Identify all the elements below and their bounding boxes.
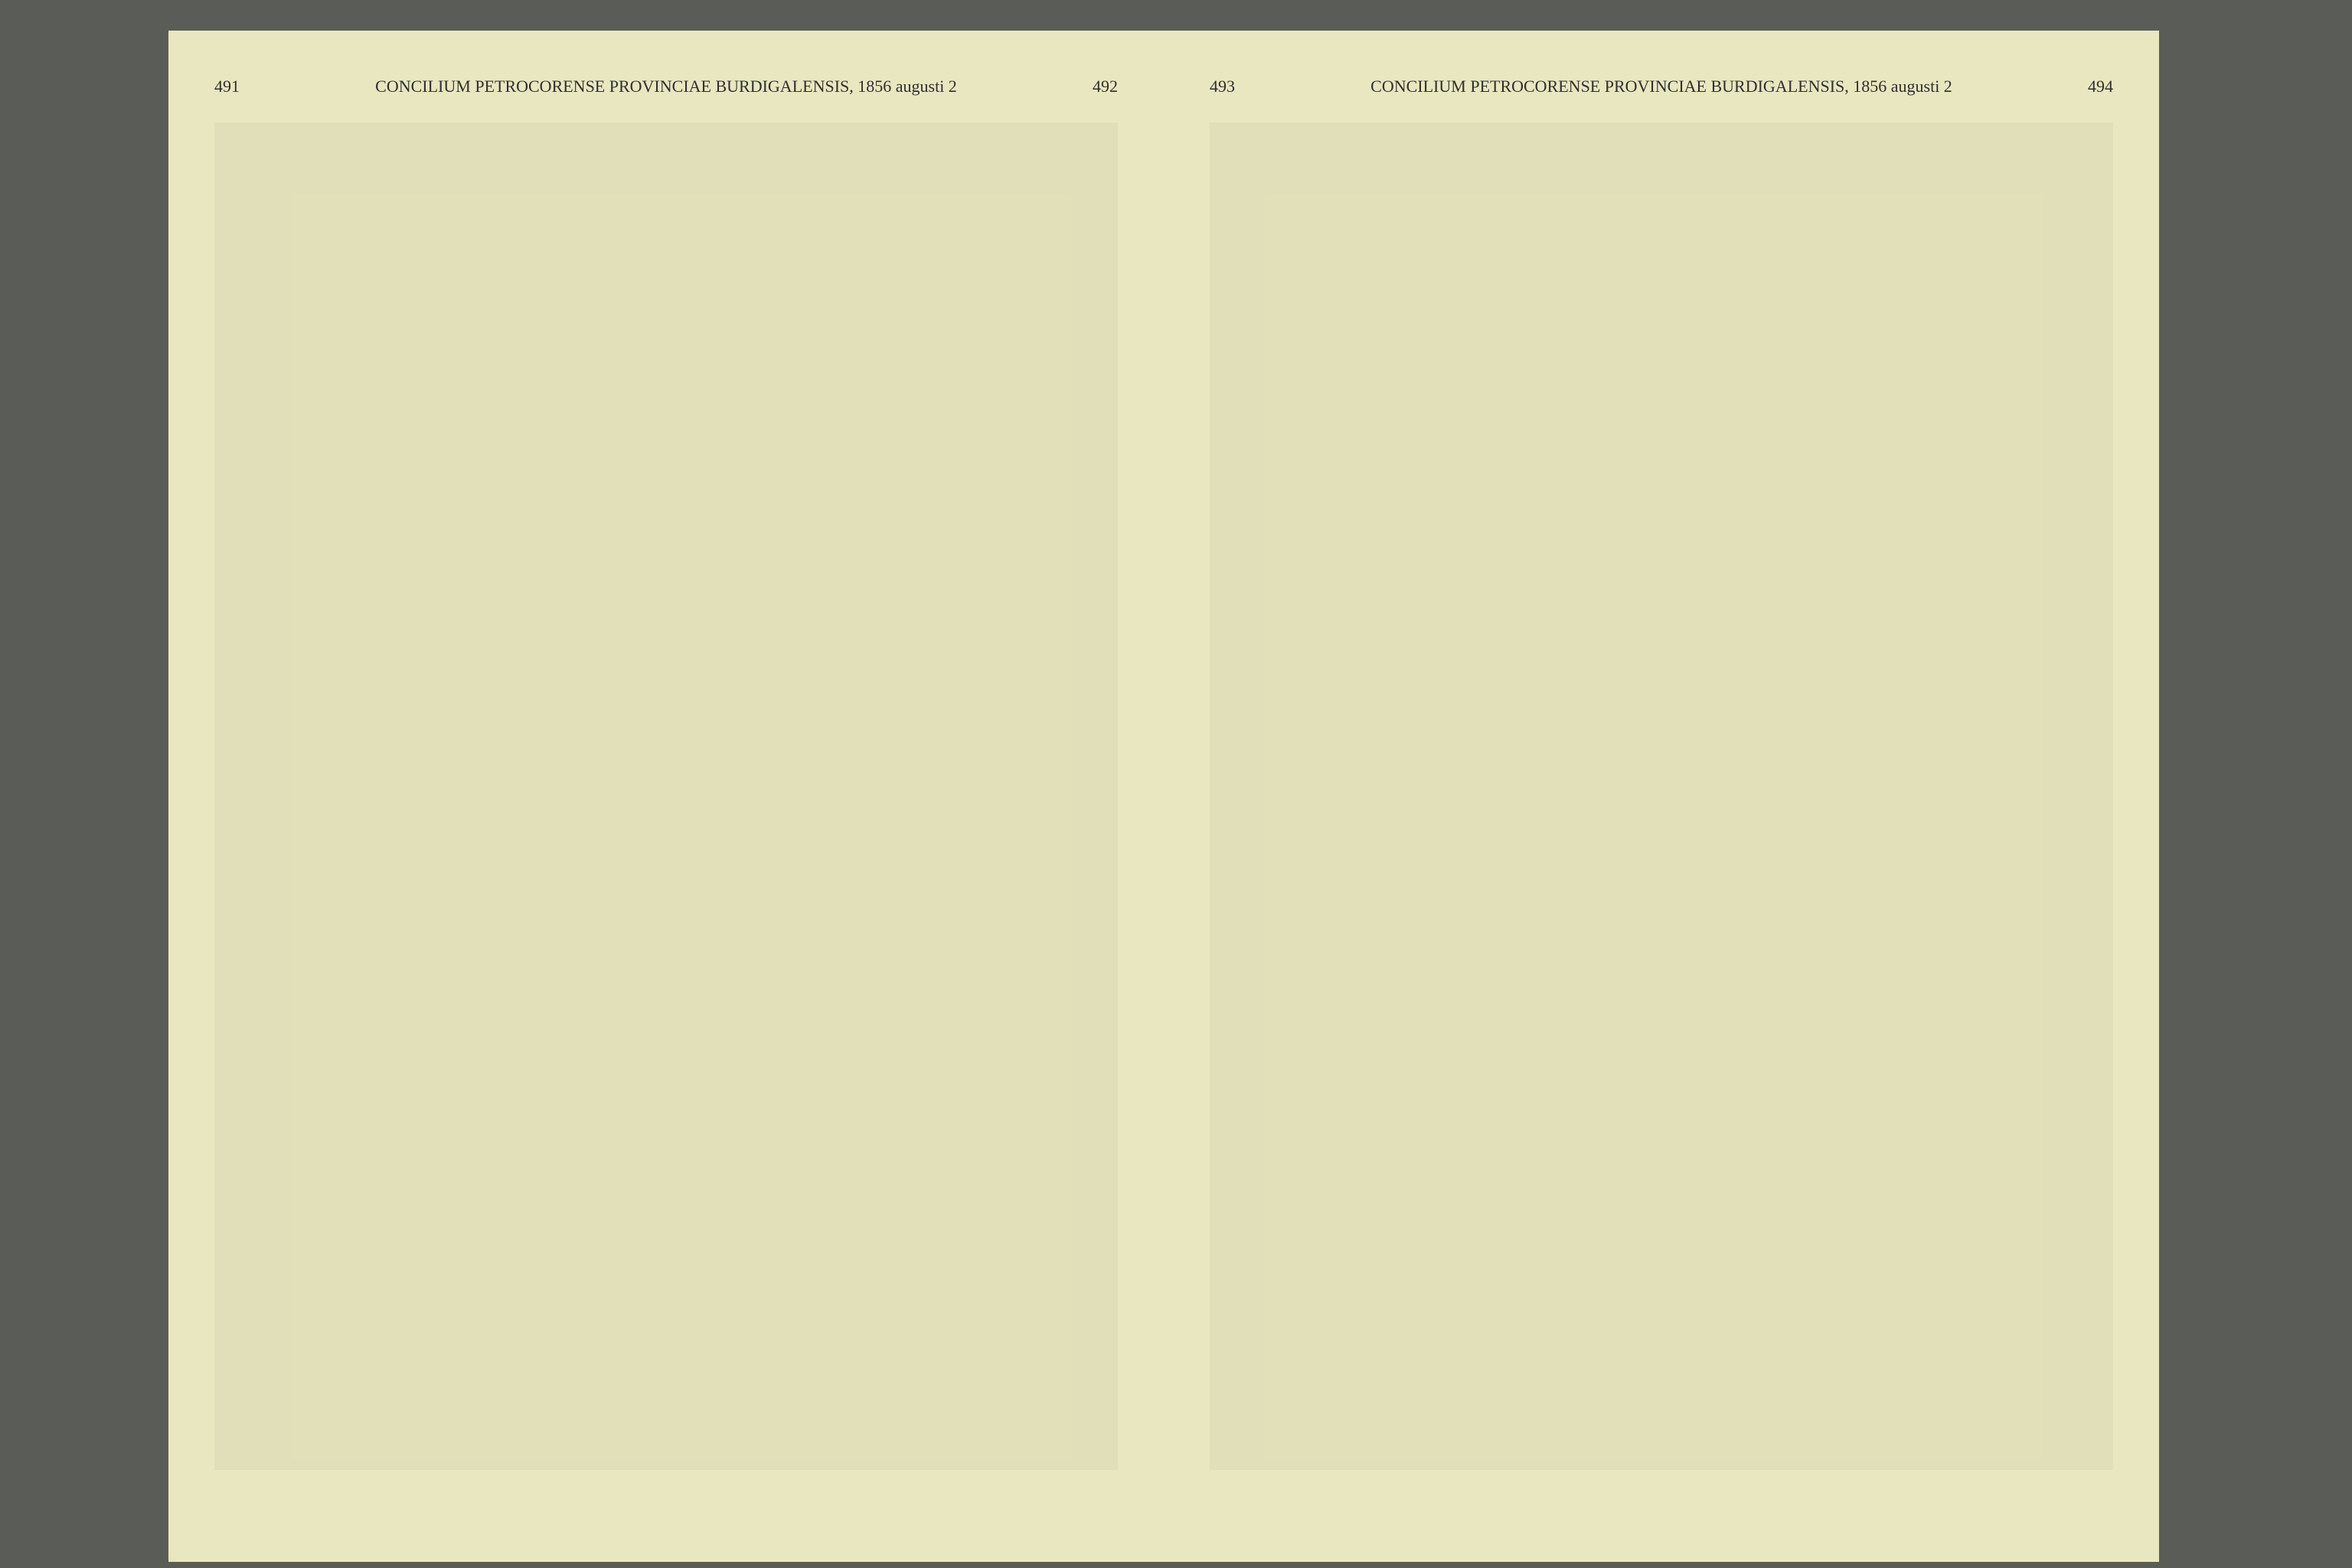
book-spread (168, 31, 2159, 1562)
left-content (214, 122, 1118, 1470)
right-content (1210, 122, 2113, 1470)
right-title: CONCILIUM PETROCORENSE PROVINCIAE BURDIGALENSIS, 1856 augusti 2 (1370, 77, 1952, 96)
left-page (168, 31, 1164, 1562)
left-title: CONCILIUM PETROCORENSE PROVINCIAE BURDIGALENSIS, 1856 augusti 2 (375, 77, 957, 96)
left-page-number: 491 (214, 77, 240, 96)
right-header (1210, 77, 2113, 96)
left-header (214, 77, 1118, 96)
right-page-number: 493 (1210, 77, 1235, 96)
right-page-number-right: 494 (2087, 77, 2113, 96)
right-page (1164, 31, 2159, 1562)
left-page-number-right: 492 (1092, 77, 1118, 96)
